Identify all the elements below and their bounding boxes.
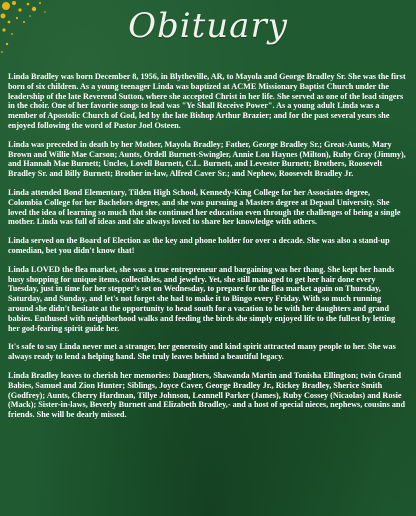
paragraph-board: Linda served on the Board of Election as the key and phone holder for over a decade. She was also a stand-up comedian, bet you didn't know that!: [8, 236, 390, 255]
paragraph-birth: Linda Bradley was born December 8, 1956, in Blytheville, AR, to Mayola and George Bradley Sr. She was the first born of six children. As a young teenager Linda was baptized at ACME Missionary Baptist Church under the leadership of the late Reverend Sutton, where she accepted Christ in her life. She served as one of the lead singers in the choir. One of her favorite songs to lead was "Ye Shall Receive Power". As a young adult Linda was a member of Apostolic Church of God, led by the late Bishop Arthur Brazier; and for the past several years she enjoyed following the word of Pastor Joel Osteen.: [8, 72, 406, 130]
obituary-body: [8, 72, 406, 429]
paragraph-legacy: It's safe to say Linda never met a stranger, her generosity and kind spirit attracted many people to her. She was always ready to lend a helping hand. She truly leaves behind a beautiful legacy.: [8, 342, 396, 362]
paragraph-flea-market: Linda LOVED the flea market, she was a true entrepreneur and bargaining was her thang. She kept her hands busy shopping for unique items, collectibles, and jewelry. Yet, she still managed to get her hair done every Tuesday, just in time for her stepper's set on Wednesday, to prepare for the flea market again on Thursday, Saturday, and Sunday, and let's not forget she had to make it to Bingo every Friday. With so much running around she didn't hesitate at the opportunity to head south for a vacation to be with her daughters and grand babies. Enthused with neighborhood walks and feeding the birds she simply enjoyed life to the fullest by letting her god-fearing spirit guide her.: [8, 264, 396, 333]
paragraph-preceded: Linda was preceded in death by her Mother, Mayola Bradley; Father, George Bradley Sr.; Great-Aunts, Mary Brown and Willie Mae Carson; Aunts, Ordell Burnett-Swingler, Annie Lou Haynes (Milton), Ruby Gray (Jimmy), and Hannah Mae Burnett; Uncles, Lovell Burnett, C.L. Burnett, and Levester Burnett; Brothers, Roosevelt Bradley Sr. and Billy Burnett; Brother in-law, Alfred Caver Sr.; and Nephew, Roosevelt Bradley Jr.: [8, 139, 406, 179]
paragraph-survivors: Linda Bradley leaves to cherish her memories: Daughters, Shawanda Martin and Tonisha Ellington; twin Grand Babies, Samuel and Zion Hunter; Siblings, Joyce Caver, George Bradley Jr., Rickey Bradley, Sherice Smith (Godfrey); Aunts, Cherry Hardman, Tillye Johnson, Leannell Parker (James), Ruby Cossey (Nicaolas) and Rosie (Mack); Sister-in-laws, Beverly Burnett and Elizabeth Bradley,- and a host of special nieces, nephews, cousins and friends. She will be dearly missed.: [8, 370, 406, 420]
page-title: Obituary: [128, 6, 288, 46]
paragraph-education: Linda attended Bond Elementary, Tilden High School, Kennedy-King College for her Associates degree, Colombia College for her Bachelors degree, and she was pursuing a Masters degree at Depaul University. She loved the idea of learning so much that she continued her education even through the challenges of being a single mother. Linda was full of ideas and she always loved to share her knowledge with others.: [8, 187, 401, 227]
